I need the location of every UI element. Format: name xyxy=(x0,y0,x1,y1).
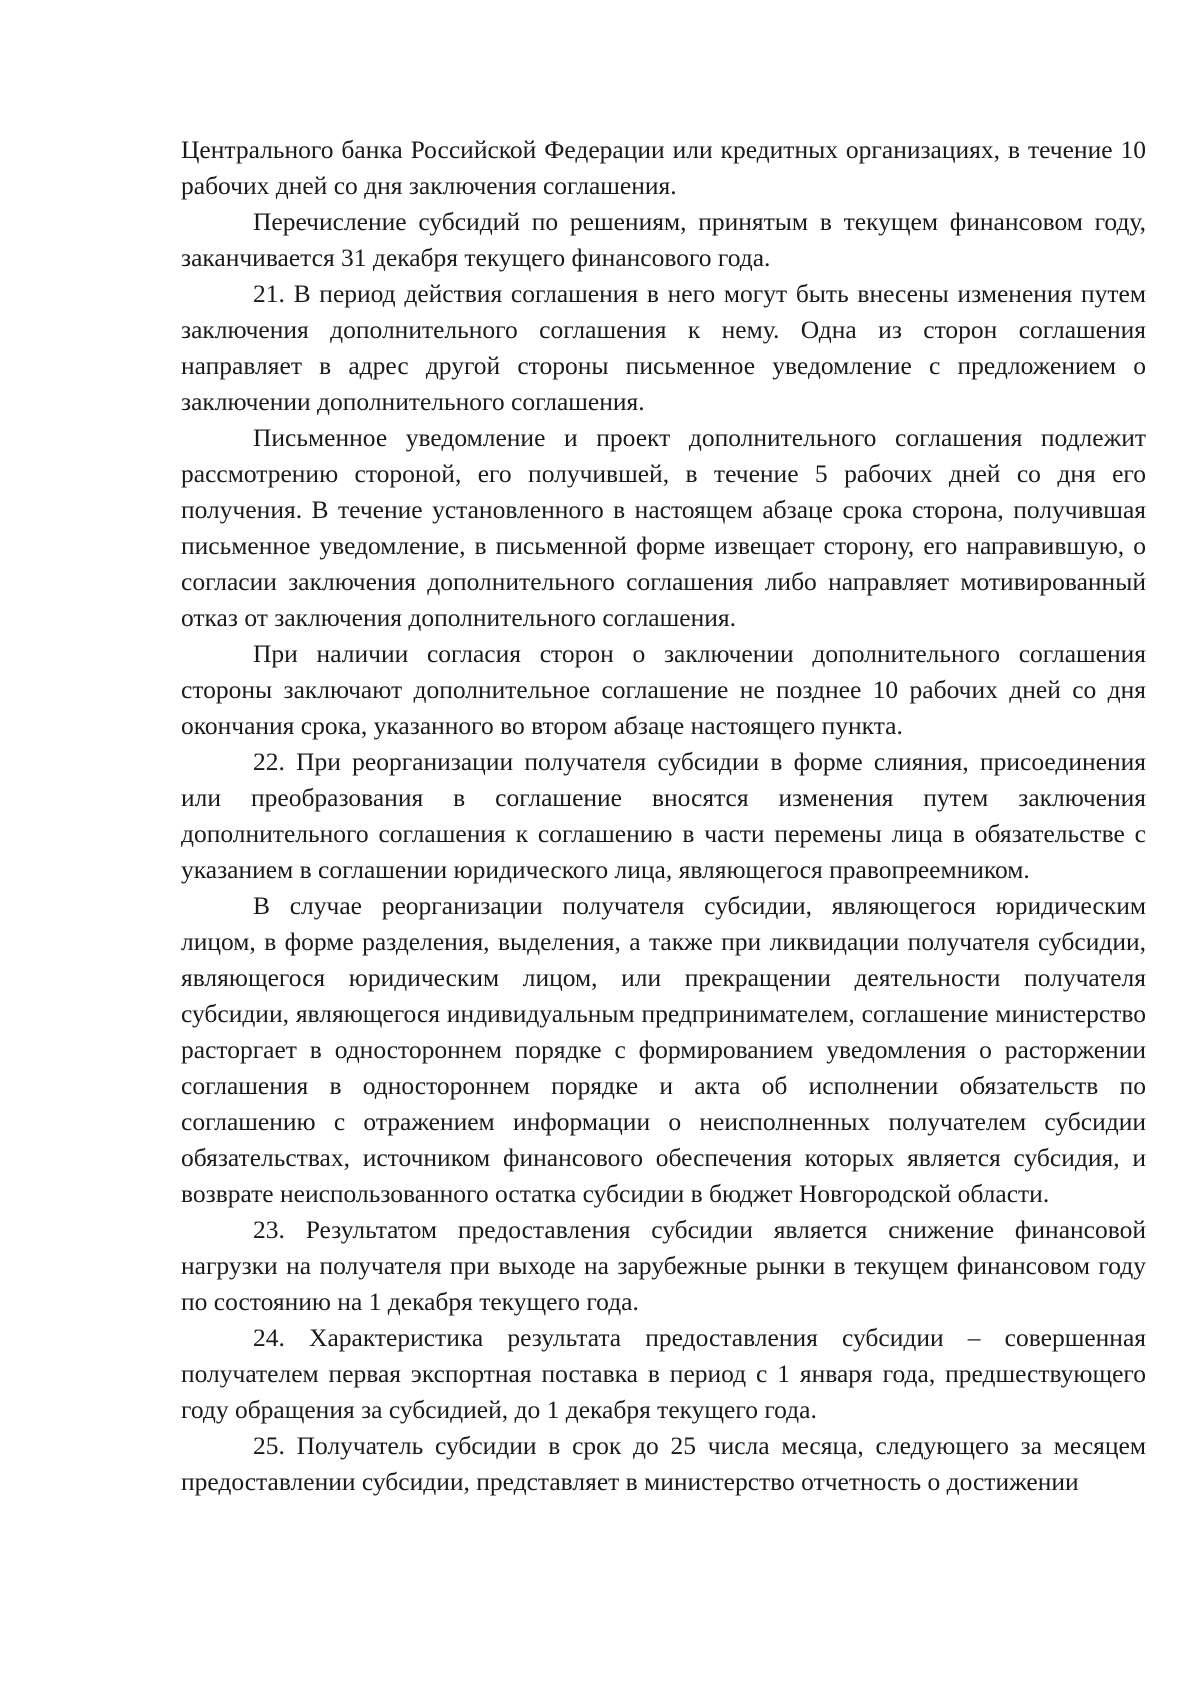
paragraph-clause-25: 25. Получатель субсидии в срок до 25 числа месяца, следующего за месяцем предоставлении субсидии, представляет в министерство отчетность о достижении xyxy=(181,1431,1146,1496)
paragraph-written-notice-review: Письменное уведомление и проект дополнительного соглашения подлежит рассмотрению стороной, его получившей, в течение 5 рабочих дней со дня его получения. В течение установленного в настоящем абзаце срока сторона, получившая письменное уведомление, в письменной форме извещает сторону, его направившую, о согласии заключения дополнительного соглашения либо направляет мотивированный отказ от заключения дополнительного соглашения. xyxy=(181,423,1146,632)
paragraph-clause-22: 22. При реорганизации получателя субсидии в форме слияния, присоединения или преобразования в соглашение вносятся изменения путем заключения дополнительного соглашения к соглашению в части перемены лица в обязательстве с указанием в соглашении юридического лица, являющегося правопреемником. xyxy=(181,747,1146,884)
paragraph-clause-21: 21. В период действия соглашения в него могут быть внесены изменения путем заключения дополнительного соглашения к нему. Одна из сторон соглашения направляет в адрес другой стороны письменное уведомление с предложением о заключении дополнительного соглашения. xyxy=(181,279,1146,416)
paragraph-parties-agreement: При наличии согласия сторон о заключении дополнительного соглашения стороны заключают дополнительное соглашение не позднее 10 рабочих дней со дня окончания срока, указанного во втором абзаце настоящего пункта. xyxy=(181,639,1146,740)
paragraph-clause-24: 24. Характеристика результата предоставления субсидии – совершенная получателем первая экспортная поставка в период с 1 января года, предшествующего году обращения за субсидией, до 1 декабря текущего года. xyxy=(181,1323,1146,1424)
document-body xyxy=(181,132,1146,1500)
paragraph-reorganization-termination: В случае реорганизации получателя субсидии, являющегося юридическим лицом, в форме разделения, выделения, а также при ликвидации получателя субсидии, являющегося юридическим лицом, или прекращении деятельности получателя субсидии, являющегося индивидуальным предпринимателем, соглашение министерство расторгает в одностороннем порядке с формированием уведомления о расторжении соглашения в одностороннем порядке и акта об исполнении обязательств по соглашению с отражением информации о неисполненных получателем субсидии обязательствах, источником финансового обеспечения которых является субсидия, и возврате неиспользованного остатка субсидии в бюджет Новгородской области. xyxy=(181,891,1146,1208)
paragraph-clause-23: 23. Результатом предоставления субсидии является снижение финансовой нагрузки на получателя при выходе на зарубежные рынки в текущем финансовом году по состоянию на 1 декабря текущего года. xyxy=(181,1215,1146,1316)
paragraph-subsidy-transfer-deadline: Перечисление субсидий по решениям, принятым в текущем финансовом году, заканчивается 31 декабря текущего финансового года. xyxy=(181,207,1146,272)
paragraph-continuation: Центрального банка Российской Федерации или кредитных организациях, в течение 10 рабочих дней со дня заключения соглашения. xyxy=(181,135,1146,200)
